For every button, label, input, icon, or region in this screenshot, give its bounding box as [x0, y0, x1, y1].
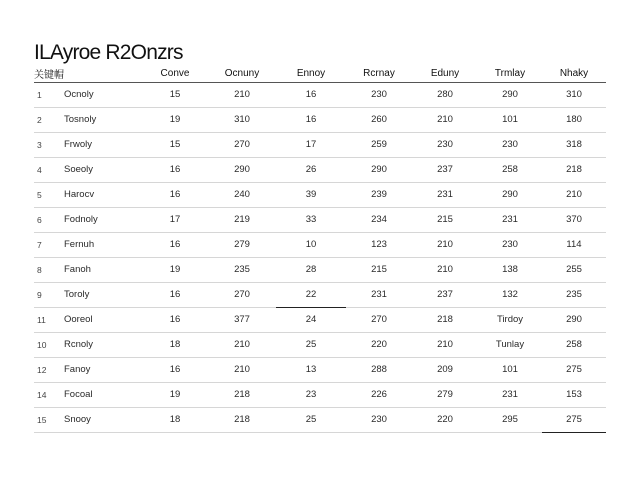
table-cell: 101 — [478, 357, 542, 382]
row-index: 11 — [34, 307, 64, 332]
table-cell: 16 — [142, 307, 208, 332]
row-name: Harocv — [64, 182, 142, 207]
table-cell: 275 — [542, 407, 606, 432]
table-cell: 123 — [346, 232, 412, 257]
table-row — [34, 282, 606, 307]
table-cell: 138 — [478, 257, 542, 282]
table-header-row — [34, 66, 606, 82]
table-cell: 230 — [346, 82, 412, 107]
table-cell: 114 — [542, 232, 606, 257]
table-cell: 23 — [276, 382, 346, 407]
table-row — [34, 207, 606, 232]
row-index: 4 — [34, 157, 64, 182]
row-index: 3 — [34, 132, 64, 157]
table-cell: 16 — [142, 157, 208, 182]
table-cell: 255 — [542, 257, 606, 282]
table-cell: 101 — [478, 107, 542, 132]
row-name: Fanoy — [64, 357, 142, 382]
column-header: Ocnuny — [208, 66, 276, 82]
table-cell: 280 — [412, 82, 478, 107]
table-cell: 279 — [412, 382, 478, 407]
row-name: Toroly — [64, 282, 142, 307]
table-cell: 240 — [208, 182, 276, 207]
table-cell: Tirdoy — [478, 307, 542, 332]
table-cell: 16 — [142, 282, 208, 307]
table-cell: 180 — [542, 107, 606, 132]
table-row — [34, 157, 606, 182]
row-index: 9 — [34, 282, 64, 307]
table-cell: 259 — [346, 132, 412, 157]
table-cell: 16 — [276, 82, 346, 107]
row-name: Fanoh — [64, 257, 142, 282]
table-cell: 28 — [276, 257, 346, 282]
table-cell: 288 — [346, 357, 412, 382]
table-cell: 290 — [542, 307, 606, 332]
row-name: Snooy — [64, 407, 142, 432]
table-cell: 318 — [542, 132, 606, 157]
column-header: Rcrnay — [346, 66, 412, 82]
table-cell: 33 — [276, 207, 346, 232]
table-cell: 231 — [478, 382, 542, 407]
table-cell: 234 — [346, 207, 412, 232]
table-cell: 24 — [276, 307, 346, 332]
table-cell: 39 — [276, 182, 346, 207]
table-cell: 10 — [276, 232, 346, 257]
table-cell: 15 — [142, 132, 208, 157]
row-index: 15 — [34, 407, 64, 432]
table-cell: 237 — [412, 157, 478, 182]
table-cell: 16 — [142, 357, 208, 382]
table-row — [34, 232, 606, 257]
table-row — [34, 407, 606, 432]
table-cell: 258 — [478, 157, 542, 182]
table-cell: 218 — [208, 407, 276, 432]
table-cell: 230 — [412, 132, 478, 157]
corner-label: 关键帽 — [34, 66, 142, 82]
row-index: 7 — [34, 232, 64, 257]
table-cell: 19 — [142, 257, 208, 282]
table-row — [34, 82, 606, 107]
table-cell: 16 — [142, 182, 208, 207]
column-header: Ennoy — [276, 66, 346, 82]
table-cell: 25 — [276, 407, 346, 432]
row-name: Soeoly — [64, 157, 142, 182]
table-cell: 290 — [208, 157, 276, 182]
table-cell: 210 — [208, 82, 276, 107]
table-cell: 260 — [346, 107, 412, 132]
table-cell: 258 — [542, 332, 606, 357]
table-cell: 295 — [478, 407, 542, 432]
row-index: 8 — [34, 257, 64, 282]
table-row — [34, 132, 606, 157]
table-cell: 275 — [542, 357, 606, 382]
table-row — [34, 182, 606, 207]
table-cell: 230 — [478, 132, 542, 157]
row-name: Fodnoly — [64, 207, 142, 232]
row-name: Ocnoly — [64, 82, 142, 107]
table-cell: 310 — [542, 82, 606, 107]
column-header: Nhaky — [542, 66, 606, 82]
column-header: Conve — [142, 66, 208, 82]
row-index: 14 — [34, 382, 64, 407]
table-cell: 16 — [276, 107, 346, 132]
table-cell: 220 — [412, 407, 478, 432]
table-cell: 215 — [346, 257, 412, 282]
row-index: 2 — [34, 107, 64, 132]
table-cell: 218 — [412, 307, 478, 332]
table-cell: 22 — [276, 282, 346, 307]
table-cell: 230 — [346, 407, 412, 432]
row-name: Rcnoly — [64, 332, 142, 357]
row-index: 5 — [34, 182, 64, 207]
table-cell: 226 — [346, 382, 412, 407]
table-cell: 15 — [142, 82, 208, 107]
table-cell: 231 — [412, 182, 478, 207]
table-cell: 231 — [346, 282, 412, 307]
table-cell: 220 — [346, 332, 412, 357]
column-header: Eduny — [412, 66, 478, 82]
table-cell: 235 — [542, 282, 606, 307]
row-name: Tosnoly — [64, 107, 142, 132]
table-cell: 239 — [346, 182, 412, 207]
row-name: Focoal — [64, 382, 142, 407]
table-cell: 237 — [412, 282, 478, 307]
table-cell: Tunlay — [478, 332, 542, 357]
table-row — [34, 307, 606, 332]
table-cell: 270 — [208, 132, 276, 157]
table-cell: 13 — [276, 357, 346, 382]
table-cell: 153 — [542, 382, 606, 407]
row-index: 10 — [34, 332, 64, 357]
data-table — [34, 66, 606, 433]
table-cell: 377 — [208, 307, 276, 332]
table-cell: 210 — [412, 332, 478, 357]
table-cell: 310 — [208, 107, 276, 132]
table-cell: 210 — [412, 232, 478, 257]
table-row — [34, 257, 606, 282]
table-cell: 290 — [478, 182, 542, 207]
table-cell: 26 — [276, 157, 346, 182]
table-cell: 219 — [208, 207, 276, 232]
table-cell: 370 — [542, 207, 606, 232]
table-cell: 17 — [276, 132, 346, 157]
table-cell: 210 — [208, 332, 276, 357]
table-cell: 270 — [208, 282, 276, 307]
row-index: 12 — [34, 357, 64, 382]
table-cell: 19 — [142, 107, 208, 132]
table-cell: 270 — [346, 307, 412, 332]
table-row — [34, 107, 606, 132]
table-cell: 25 — [276, 332, 346, 357]
table-cell: 290 — [346, 157, 412, 182]
table-row — [34, 332, 606, 357]
table-cell: 210 — [542, 182, 606, 207]
table-cell: 132 — [478, 282, 542, 307]
table-cell: 18 — [142, 407, 208, 432]
table-cell: 210 — [412, 257, 478, 282]
column-header: Trmlay — [478, 66, 542, 82]
table-body — [34, 82, 606, 432]
table-cell: 16 — [142, 232, 208, 257]
table-cell: 231 — [478, 207, 542, 232]
row-name: Ooreol — [64, 307, 142, 332]
table-cell: 290 — [478, 82, 542, 107]
table-cell: 218 — [542, 157, 606, 182]
row-index: 6 — [34, 207, 64, 232]
table-row — [34, 382, 606, 407]
table-cell: 230 — [478, 232, 542, 257]
table-cell: 210 — [208, 357, 276, 382]
row-name: Frwoly — [64, 132, 142, 157]
row-index: 1 — [34, 82, 64, 107]
table-cell: 17 — [142, 207, 208, 232]
table-cell: 18 — [142, 332, 208, 357]
row-name: Fernuh — [64, 232, 142, 257]
table-cell: 235 — [208, 257, 276, 282]
table-cell: 210 — [412, 107, 478, 132]
table-cell: 209 — [412, 357, 478, 382]
table-cell: 19 — [142, 382, 208, 407]
table-row — [34, 357, 606, 382]
document — [34, 40, 606, 433]
table-cell: 218 — [208, 382, 276, 407]
table-cell: 279 — [208, 232, 276, 257]
document-title: ILAyroe R2Onzrs — [34, 41, 183, 64]
table-cell: 215 — [412, 207, 478, 232]
